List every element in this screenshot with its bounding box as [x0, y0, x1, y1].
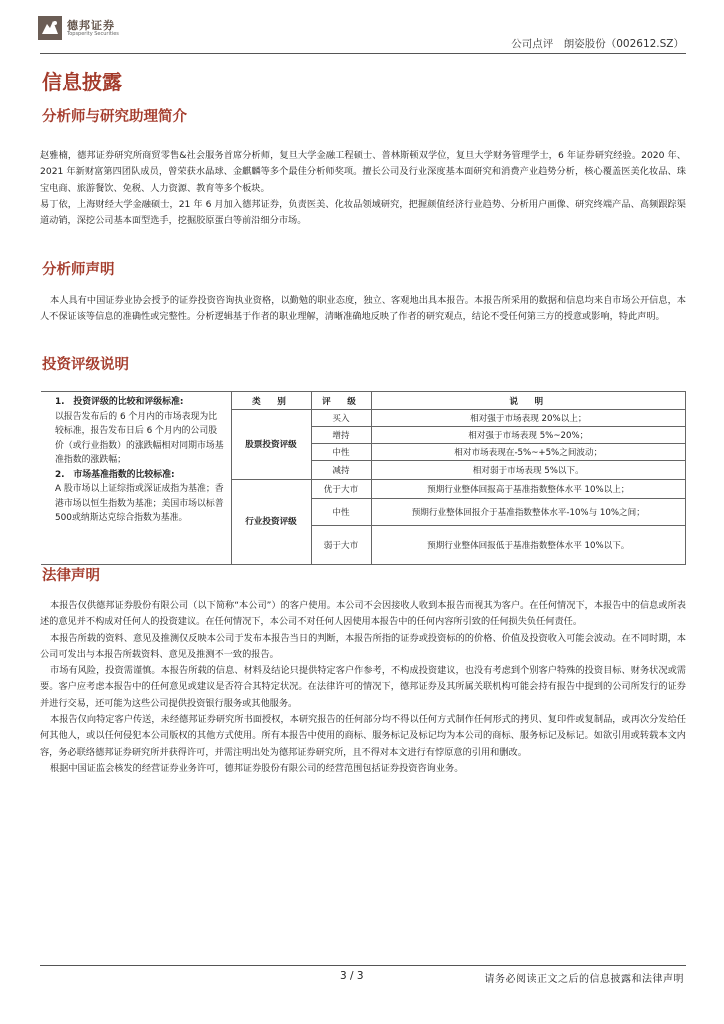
- rating-cell: 弱于大市: [311, 526, 371, 565]
- stock-category: 股票投资评级: [231, 410, 311, 480]
- footer-divider: [40, 965, 686, 966]
- header-rating: 评 级: [311, 392, 371, 410]
- company-logo: [38, 16, 148, 42]
- rating-cell: 增持: [311, 427, 371, 444]
- analyst-intro-p1: 赵雅楠，德邦证券研究所商贸零售&社会服务首席分析师，复旦大学金融工程硕士、普林斯顿双学位，复旦大学财务管理学士，6 年证券研究经验。2020 年、2021 年新财富第四团队成员，曾荣获水晶球、金麒麟等多个最佳分析师奖项。擅长公司及行业深度基本面研究和消费产业趋势分析，核心覆盖医美化妆品、珠宝电商、旅游餐饮、免税、人力资源、教育等多个板块。: [40, 150, 686, 194]
- desc-cell: 相对市场表现在-5%~+5%之间波动；: [371, 444, 686, 461]
- legal-heading: 法律声明: [42, 567, 100, 584]
- header-category: 类 别: [231, 392, 311, 410]
- criteria-body-2: A 股市场以上证综指或深证成指为基准；香港市场以恒生指数为基准；美国市场以标普500或纳斯达克综合指数为基准。: [55, 484, 224, 523]
- criteria-body-1: 以报告发布后的 6 个月内的市场表现为比较标准，报告发布日后 6 个月内的公司股价（或行业指数）的涨跌幅相对同期市场基准指数的涨跌幅；: [55, 411, 224, 465]
- desc-cell: 相对弱于市场表现 5%以下。: [371, 461, 686, 480]
- criteria-title-2: 2. 市场基准指数的比较标准:: [55, 469, 175, 480]
- rating-cell: 中性: [311, 444, 371, 461]
- rating-cell: 中性: [311, 499, 371, 526]
- analyst-intro-body-2: [40, 197, 686, 230]
- analyst-statement-heading: 分析师声明: [42, 261, 115, 278]
- analyst-statement-body: [40, 293, 686, 326]
- rating-criteria-cell: [41, 392, 231, 565]
- industry-category: 行业投资评级: [231, 480, 311, 565]
- legal-p1: 本报告仅供德邦证券股份有限公司（以下简称“本公司”）的客户使用。本公司不会因接收人收到本报告而视其为客户。在任何情况下，本报告中的信息或所表述的意见并不构成对任何人的投资建议。在任何情况下，本公司不对任何人因使用本报告中的任何内容所引致的任何损失负任何责任。: [40, 600, 686, 628]
- legal-p3: 市场有风险，投资需谨慎。本报告所载的信息、材料及结论只提供特定客户作参考，不构成投资建议，也没有考虑到个别客户特殊的投资目标、财务状况或需要。客户应考虑本报告中的任何意见或建议是否符合其特定状况。在法律许可的情况下，德邦证券及其所属关联机构可能会持有报告中提到的公司所发行的证券并进行交易，还可能为这些公司提供投资银行服务或其他服务。: [40, 665, 686, 709]
- desc-cell: 预期行业整体回报低于基准指数整体水平 10%以下。: [371, 526, 686, 565]
- legal-body: [40, 598, 686, 777]
- rating-cell: 优于大市: [311, 480, 371, 499]
- logo-cn-text: 德邦证券: [67, 19, 115, 32]
- desc-cell: 相对强于市场表现 20%以上；: [371, 410, 686, 427]
- analyst-statement-p1: 本人具有中国证券业协会授予的证券投资咨询执业资格，以勤勉的职业态度，独立、客观地出具本报告。本报告所采用的数据和信息均来自市场公开信息，本人不保证该等信息的准确性或完整性。分析逻辑基于作者的职业理解，清晰准确地反映了作者的研究观点，结论不受任何第三方的授意或影响，特此声明。: [40, 295, 686, 323]
- rating-heading: 投资评级说明: [42, 356, 129, 373]
- logo-en-text: Topsperity Securities: [67, 31, 119, 37]
- rating-cell: 买入: [311, 410, 371, 427]
- header-desc: 说 明: [371, 392, 686, 410]
- desc-cell: 相对强于市场表现 5%~20%；: [371, 427, 686, 444]
- analyst-intro-body: [40, 148, 686, 197]
- desc-cell: 预期行业整体回报介于基准指数整体水平-10%与 10%之间；: [371, 499, 686, 526]
- header-divider: [40, 53, 686, 54]
- legal-p4: 本报告仅向特定客户传送，未经德邦证券研究所书面授权，本研究报告的任何部分均不得以任何方式制作任何形式的拷贝、复印件或复制品，或再次分发给任何其他人，或以任何侵犯本公司版权的其他方式使用。所有本报告中使用的商标、服务标记及标记均为本公司的商标、服务标记及标记。如欲引用或转载本文内容，务必联络德邦证券研究所并获得许可，并需注明出处为德邦证券研究所，且不得对本文进行有悖原意的引用和删改。: [40, 714, 686, 758]
- criteria-title-1: 1. 投资评级的比较和评级标准:: [55, 397, 184, 407]
- logo-mark-icon: [38, 16, 62, 40]
- analyst-intro-heading: 分析师与研究助理简介: [42, 108, 187, 125]
- rating-table: [41, 391, 686, 565]
- legal-p5: 根据中国证监会核发的经营证券业务许可，德邦证券股份有限公司的经营范围包括证券投资咨询业务。: [50, 762, 464, 774]
- page-number: 3 / 3: [340, 970, 364, 982]
- analyst-intro-p2: 易丁依，上海财经大学金融硕士，21 年 6 月加入德邦证券，负责医美、化妆品领域研究，把握颜值经济行业趋势、分析用户画像、研究终端产品、高频跟踪渠道动销，深挖公司基本面型选手，挖掘胶原蛋白等前沿细分市场。: [40, 199, 686, 227]
- desc-cell: 预期行业整体回报高于基准指数整体水平 10%以上；: [371, 480, 686, 499]
- footer-disclaimer: 请务必阅读正文之后的信息披露和法律声明: [484, 974, 684, 985]
- rating-cell: 减持: [311, 461, 371, 480]
- report-type-and-ticker: 公司点评 朗姿股份（002612.SZ）: [511, 38, 684, 50]
- page-title: 信息披露: [42, 70, 122, 94]
- legal-p2: 本报告所载的资料、意见及推测仅反映本公司于发布本报告当日的判断，本报告所指的证券或投资标的的价格、价值及投资收入可能会波动。在不同时期，本公司可发出与本报告所载资料、意见及推测不一致的报告。: [40, 632, 686, 660]
